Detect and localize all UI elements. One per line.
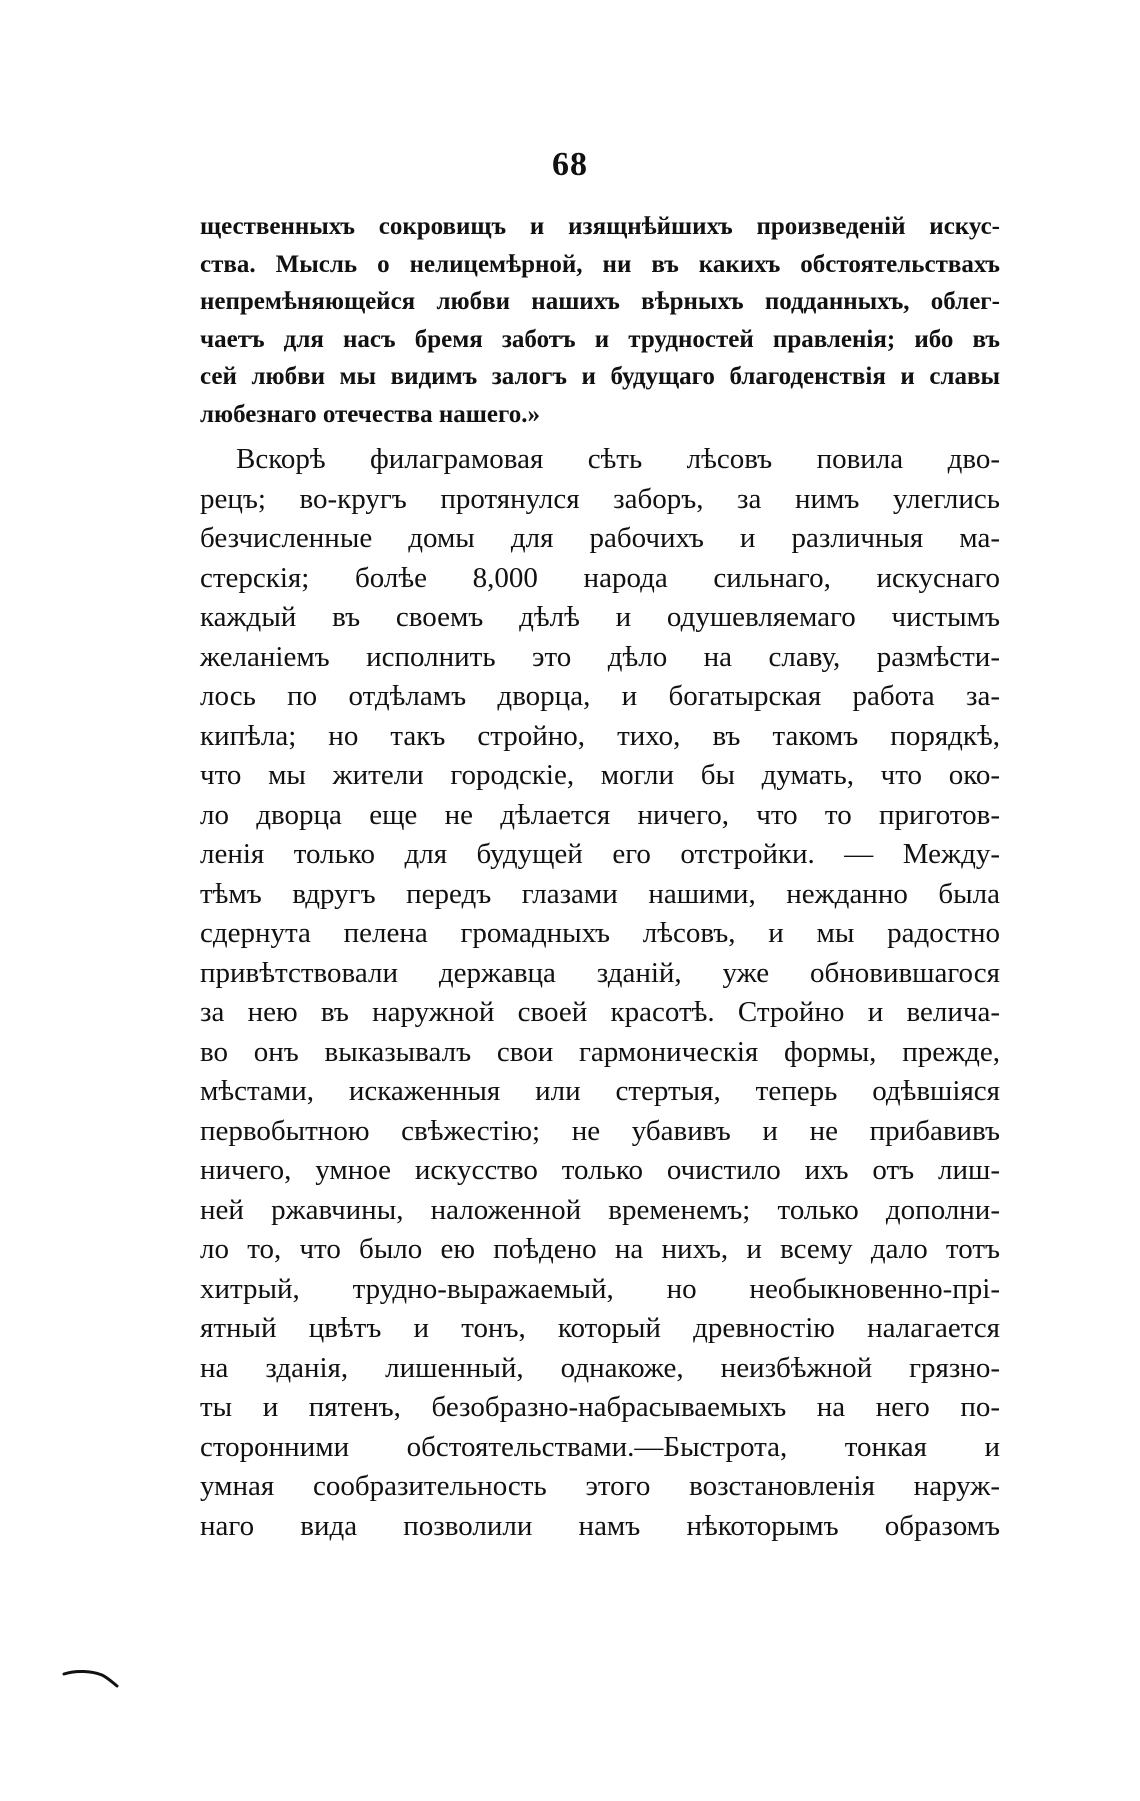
text-line: хитрый, трудно-выражаемый, но необыкновенно-прi- [200,1272,1000,1305]
text-line: щественныхъ сокровищъ и изящнѣйшихъ произведенiй искус- [200,213,1000,240]
text-line: чаетъ для насъ бремя заботъ и трудностей правленiя; ибо въ [200,325,1000,353]
text-line: наго вида позволили намъ нѣкоторымъ образомъ [200,1509,1000,1542]
quote-paragraph [200,208,1000,433]
text-line: сторонними обстоятельствами.—Быстрота, тонкая и [200,1430,1000,1463]
text-line: сей любви мы видимъ залогъ и будущаго благоденствiя и славы [200,363,1000,390]
text-line: ней ржавчины, наложенной временемъ; только дополни- [200,1193,1000,1226]
text-line: Вскорѣ филаграмовая сѣть лѣсовъ повила дво- [236,443,1000,475]
text-line: рецъ; во-кругъ протянулся заборъ, за нимъ улеглись [200,482,1000,515]
text-line: ленiя только для будущей его отстройки. — Между- [200,838,1000,870]
text-line: умная сообразительность этого возстановленiя наруж- [200,1470,1000,1502]
text-line: лось по отдѣламъ дворца, и богатырская работа за- [200,680,1000,712]
text-line: безчисленные домы для рабочихъ и различныя ма- [200,522,1000,554]
text-line: стерскiя; болѣе 8,000 народа сильнаго, искуснаго [200,561,1000,594]
text-line: кипѣла; но такъ стройно, тихо, въ такомъ порядкѣ, [200,719,1000,752]
text-line: ты и пятенъ, безобразно-набрасываемыхъ на него по- [200,1391,1000,1423]
text-line: привѣтствовали державца зданiй, уже обновившагося [200,956,1000,989]
text-line: любезнаго отечества нашего.» [200,400,540,428]
text-line: ства. Мысль о нелицемѣрной, ни въ какихъ обстоятельствахъ [200,250,1000,278]
text-line: ло дворца еще не дѣлается ничего, что то приготов- [200,798,1000,831]
text-line: во онъ выказывалъ свои гармоническiя формы, прежде, [200,1035,1000,1068]
body-paragraph [200,440,1000,1546]
text-line: ло то, что было ею поѣдено на нихъ, и всему дало тотъ [200,1233,1000,1265]
text-line: первобытною свѣжестiю; не убавивъ и не прибавивъ [200,1114,1000,1147]
text-line: на зданiя, лишенный, однакоже, неизбѣжной грязно- [200,1351,1000,1384]
page-number: 68 [552,146,588,183]
text-line: за нею въ наружной своей красотѣ. Стройно и велича- [200,996,1000,1028]
ink-mark [62,1668,120,1688]
text-line: ничего, умное искусство только очистило ихъ отъ лиш- [200,1154,1000,1186]
text-line: тѣмъ вдругъ передъ глазами нашими, нежданно была [200,877,1000,910]
text-line: непремѣняющейся любви нашихъ вѣрныхъ подданныхъ, облег- [200,288,1000,315]
text-line: желанiемъ исполнить это дѣло на славу, размѣсти- [200,640,1000,673]
text-line: что мы жители городскiе, могли бы думать, что око- [200,759,1000,791]
text-line: ятный цвѣтъ и тонъ, который древностiю налагается [200,1312,1000,1344]
text-line: мѣстами, искаженныя или стертыя, теперь одѣвшiяся [200,1075,1000,1107]
text-line: каждый въ своемъ дѣлѣ и одушевляемаго чистымъ [200,601,1000,633]
text-line: сдернута пелена громадныхъ лѣсовъ, и мы радостно [200,917,1000,949]
